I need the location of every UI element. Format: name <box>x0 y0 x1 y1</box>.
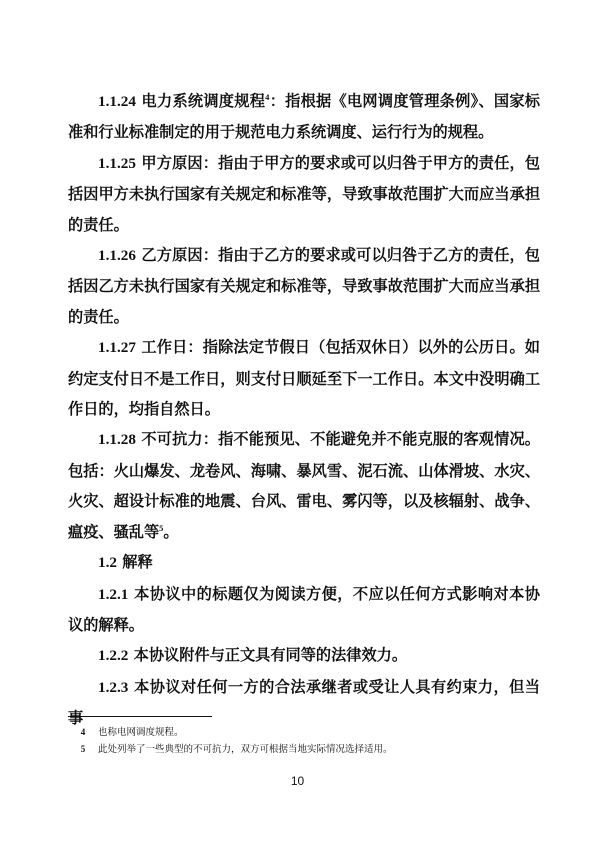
footnotes <box>68 724 540 758</box>
footnote-ref: 5 <box>159 522 164 533</box>
paragraph-text: 工作日：指除法定节假日（包括双休日）以外的公历日。如约定支付日不是工作日，则支付日顺延至下一工作日。本文中没明确工作日的，均指自然日。 <box>68 338 540 419</box>
footnote-4 <box>68 724 540 741</box>
paragraph-1-1-27 <box>68 332 540 424</box>
paragraph-text-cont: 。 <box>163 522 179 541</box>
paragraph-1-2-2 <box>68 640 540 671</box>
page-number: 10 <box>290 774 305 788</box>
clause-number: 1.1.25 <box>98 154 136 172</box>
clause-number: 1.2.1 <box>98 585 129 603</box>
footnote-divider <box>68 716 212 717</box>
paragraph-text-cont: ：指根据《电网调度管理条例》、国家标准和行业标准制定的用于规范电力系统调度、运行行为的规程。 <box>68 92 540 142</box>
paragraph-text: 电力系统调度规程 <box>141 92 266 110</box>
body-text <box>68 86 540 734</box>
clause-number: 1.2.3 <box>98 678 129 696</box>
clause-number: 1.1.28 <box>98 431 136 449</box>
footnote-mark: 4 <box>80 727 86 737</box>
section-title: 解释 <box>122 553 153 572</box>
section-heading-1-2 <box>68 547 540 578</box>
footnote-ref: 4 <box>265 91 270 102</box>
section-number: 1.2 <box>98 554 117 572</box>
paragraph-text: 本协议对任何一方的合法承继者或受让人具有约束力，但当事 <box>68 677 540 728</box>
paragraph-1-1-28 <box>68 424 540 547</box>
paragraph-text: 甲方原因：指由于甲方的要求或可以归咎于甲方的责任，包括因甲方未执行国家有关规定和标准等，导致事故范围扩大而应当承担的责任。 <box>68 153 540 234</box>
footnote-5 <box>68 741 540 758</box>
paragraph-1-2-1 <box>68 579 540 641</box>
paragraph-1-1-24 <box>68 86 540 148</box>
clause-number: 1.2.2 <box>98 647 129 665</box>
clause-number: 1.1.24 <box>98 93 136 110</box>
paragraph-text: 乙方原因：指由于乙方的要求或可以归咎于乙方的责任，包括因乙方未执行国家有关规定和标准等，导致事故范围扩大而应当承担的责任。 <box>68 246 540 326</box>
paragraph-text: 不可抗力：指不能预见、不能避免并不能克服的客观情况。包括：火山爆发、龙卷风、海啸、暴风雪、泥石流、山体滑坡、水灾、火灾、超设计标准的地震、台风、雷电、雾闪等，以及核辐射、战争、瘟疫、骚乱等 <box>68 430 540 541</box>
footnote-text: 此处列举了一些典型的不可抗力，双方可根据当地实际情况选择适用。 <box>98 744 393 755</box>
clause-number: 1.1.26 <box>98 247 136 265</box>
footnote-mark: 5 <box>80 744 86 754</box>
paragraph-text: 本协议中的标题仅为阅读方便，不应以任何方式影响对本协议的解释。 <box>68 584 540 634</box>
footnote-text: 也称电网调度规程。 <box>98 727 184 738</box>
paragraph-1-1-26 <box>68 240 540 332</box>
paragraph-1-1-25 <box>68 148 540 240</box>
paragraph-text: 本协议附件与正文具有同等的法律效力。 <box>133 646 408 665</box>
clause-number: 1.1.27 <box>98 339 136 357</box>
